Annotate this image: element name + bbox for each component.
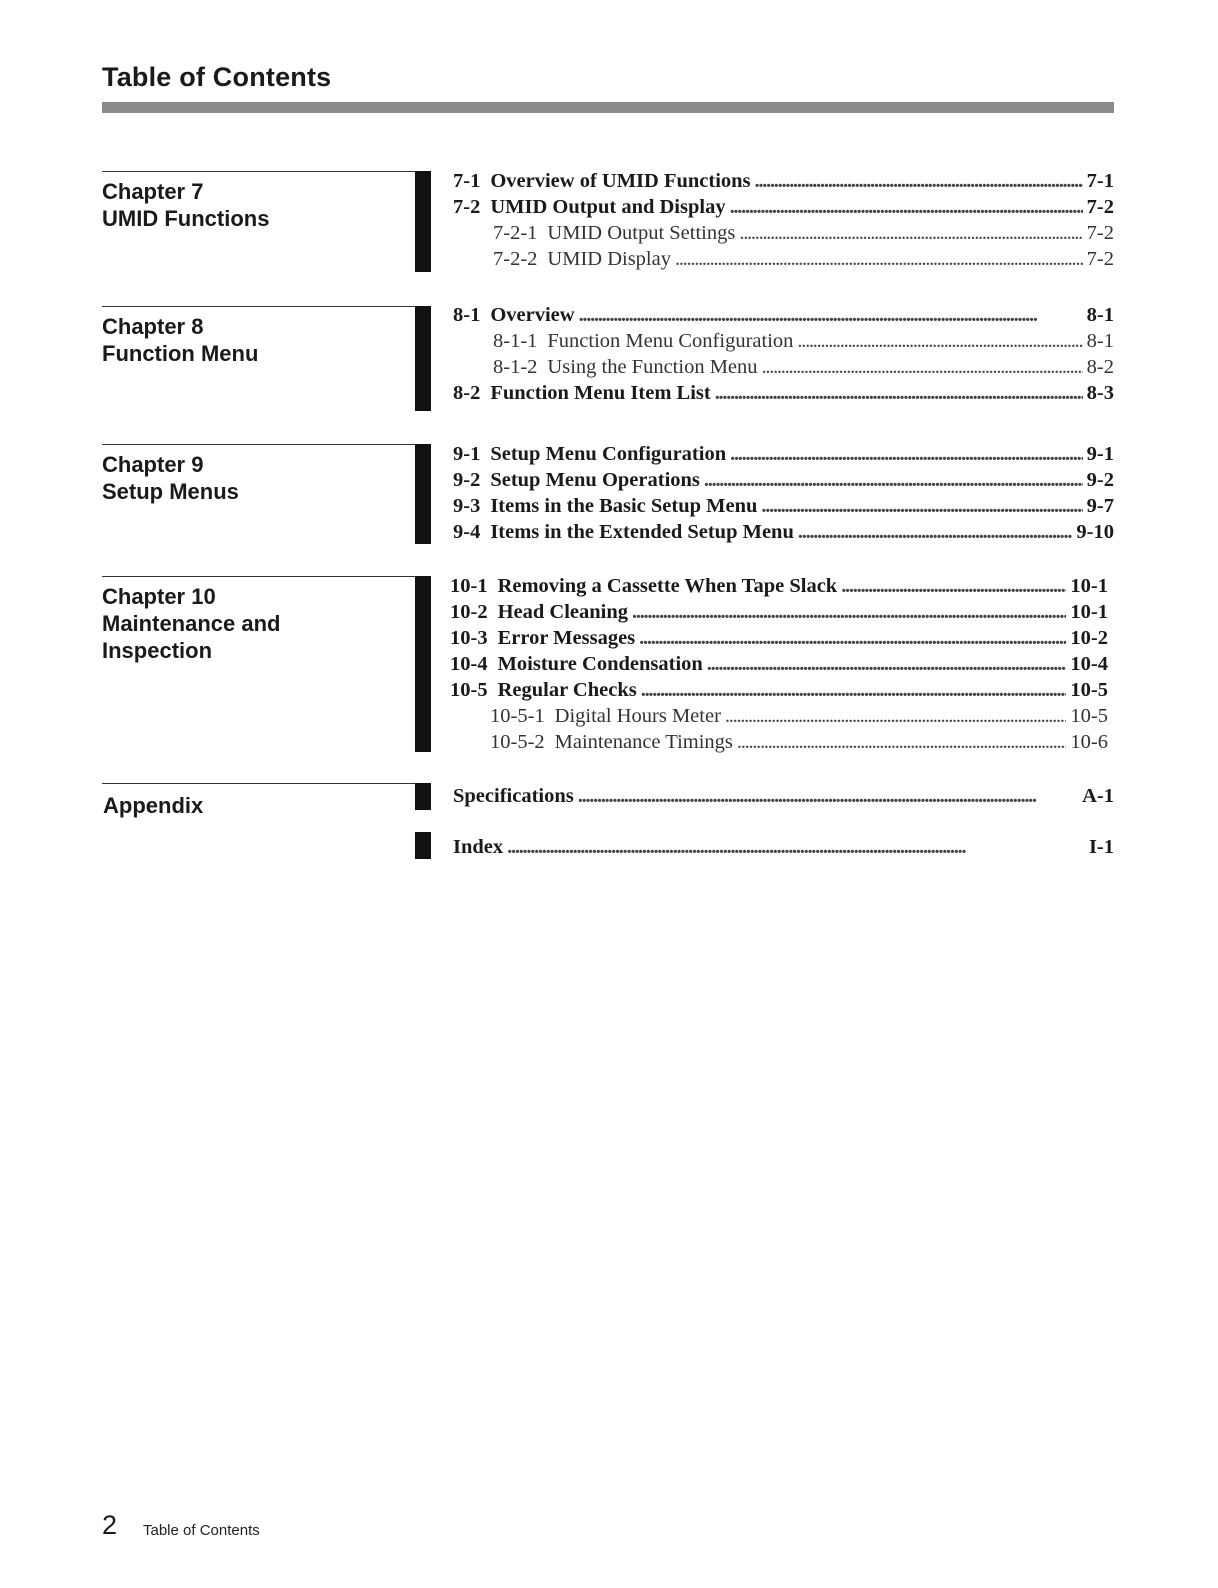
entry-page: 10-1 [1070,575,1108,597]
dot-leader [730,194,1083,220]
chapter-rule [102,306,415,307]
chapter-title: Chapter 9 Setup Menus [102,452,239,504]
chapter-rule [102,444,415,445]
entry-label: Head Cleaning [497,601,628,623]
entry-label: Index [453,836,504,858]
entry-page: 9-1 [1086,443,1114,465]
chapter-entries [453,302,1114,406]
toc-entry[interactable] [450,599,1108,625]
entry-label: Function Menu Item List [490,382,711,404]
dot-leader [632,599,1066,625]
entry-label: Regular Checks [497,679,637,701]
dot-leader [641,677,1067,703]
entry-label: Maintenance Timings [554,731,733,753]
dot-leader [725,703,1067,729]
entry-number: 9-4 [453,521,481,543]
chapter-side-bar [415,171,431,272]
title-rule [102,102,1114,113]
toc-entry[interactable] [450,677,1108,703]
entry-page: 8-1 [1086,304,1114,326]
toc-entry[interactable] [453,194,1114,220]
entry-page: A-1 [1082,785,1114,807]
chapter-rule [102,171,415,172]
page-title: Table of Contents [102,62,332,92]
page-number: 2 [102,1510,118,1540]
toc-entry[interactable] [453,380,1114,406]
entry-number: 9-3 [453,495,481,517]
entry-number: 8-1-2 [493,356,538,378]
toc-subentry[interactable] [453,354,1114,380]
toc-entry[interactable] [453,493,1114,519]
toc-entry[interactable] [453,168,1114,194]
dot-leader [841,573,1066,599]
entry-number: 10-4 [450,653,488,675]
dot-leader [707,651,1067,677]
entry-label: UMID Output Settings [547,222,736,244]
toc-subentry[interactable] [450,729,1108,755]
toc-entry[interactable] [450,651,1108,677]
toc-entry[interactable] [453,834,1114,860]
entry-label: Items in the Extended Setup Menu [490,521,794,543]
chapter-side-bar [415,306,431,411]
dot-leader [761,493,1082,519]
entry-label: Removing a Cassette When Tape Slack [497,575,838,597]
dot-leader [639,625,1066,651]
entry-label: Setup Menu Configuration [490,443,727,465]
entry-label: Digital Hours Meter [554,705,721,727]
entry-label: Overview [490,304,575,326]
toc-entry[interactable] [450,625,1108,651]
toc-entry[interactable] [450,573,1108,599]
entry-page: 9-2 [1086,469,1114,491]
entry-page: 10-5 [1070,705,1108,727]
toc-subentry[interactable] [453,246,1114,272]
entry-number: 10-5-1 [490,705,545,727]
index-side-bar [415,832,431,859]
dot-leader [578,783,1078,809]
chapter-title: Chapter 7 UMID Functions [102,179,270,231]
dot-leader [755,168,1083,194]
entry-number: 10-3 [450,627,488,649]
toc-entry[interactable] [453,441,1114,467]
entry-label: UMID Display [547,248,671,270]
entry-label: Error Messages [497,627,636,649]
chapter-entries [453,168,1114,272]
chapter-title: Chapter 8 Function Menu [102,314,259,366]
entry-number: 7-1 [453,170,481,192]
entry-number: 8-1-1 [493,330,538,352]
chapter-entries [453,441,1114,545]
entry-number: 7-2 [453,196,481,218]
entry-number: 10-5-2 [490,731,545,753]
dot-leader [797,328,1082,354]
entry-page: 10-4 [1070,653,1108,675]
toc-subentry[interactable] [453,220,1114,246]
entry-number: 10-2 [450,601,488,623]
dot-leader [675,246,1083,272]
entry-page: 10-1 [1070,601,1108,623]
dot-leader [507,834,1085,860]
entry-label: Items in the Basic Setup Menu [490,495,758,517]
chapter-side-bar [415,444,431,544]
dot-leader [737,729,1067,755]
toc-entry[interactable] [453,783,1114,809]
entry-page: 7-2 [1086,196,1114,218]
toc-subentry[interactable] [453,328,1114,354]
entry-page: 8-2 [1086,356,1114,378]
appendix-title: Appendix [103,793,204,818]
entry-label: Function Menu Configuration [547,330,794,352]
chapter-side-bar [415,576,431,752]
toc-entry[interactable] [453,467,1114,493]
entry-page: 9-10 [1076,521,1114,543]
toc-entry[interactable] [453,519,1114,545]
entry-number: 8-1 [453,304,481,326]
entry-label: Overview of UMID Functions [490,170,751,192]
entry-number: 8-2 [453,382,481,404]
footer-label: Table of Contents [143,1522,260,1539]
entry-page: 8-1 [1086,330,1114,352]
entry-page: 10-6 [1070,731,1108,753]
entry-label: Setup Menu Operations [490,469,700,491]
entry-number: 9-2 [453,469,481,491]
toc-entry[interactable] [453,302,1114,328]
entry-number: 7-2-1 [493,222,538,244]
entry-number: 10-1 [450,575,488,597]
entry-label: Moisture Condensation [497,653,703,675]
dot-leader [704,467,1083,493]
entry-page: 10-2 [1070,627,1108,649]
entry-page: 7-1 [1086,170,1114,192]
chapter-title: Chapter 10 Maintenance and Inspection [102,584,281,663]
chapter-entries [450,573,1108,755]
entry-page: 7-2 [1086,222,1114,244]
chapter-rule [102,783,415,784]
toc-subentry[interactable] [450,703,1108,729]
entry-number: 9-1 [453,443,481,465]
dot-leader [579,302,1083,328]
entry-page: 9-7 [1086,495,1114,517]
appendix-entries [453,783,1114,809]
dot-leader [730,441,1083,467]
dot-leader [762,354,1083,380]
entry-page: 10-5 [1070,679,1108,701]
entry-label: UMID Output and Display [490,196,726,218]
chapter-rule [102,576,415,577]
entry-page: I-1 [1088,836,1114,858]
entry-number: 10-5 [450,679,488,701]
appendix-side-bar [415,783,431,810]
dot-leader [798,519,1073,545]
entry-page: 7-2 [1086,248,1114,270]
index-entries [453,834,1114,860]
entry-label: Specifications [453,785,574,807]
entry-label: Using the Function Menu [547,356,758,378]
dot-leader [739,220,1082,246]
entry-page: 8-3 [1086,382,1114,404]
dot-leader [715,380,1083,406]
entry-number: 7-2-2 [493,248,538,270]
